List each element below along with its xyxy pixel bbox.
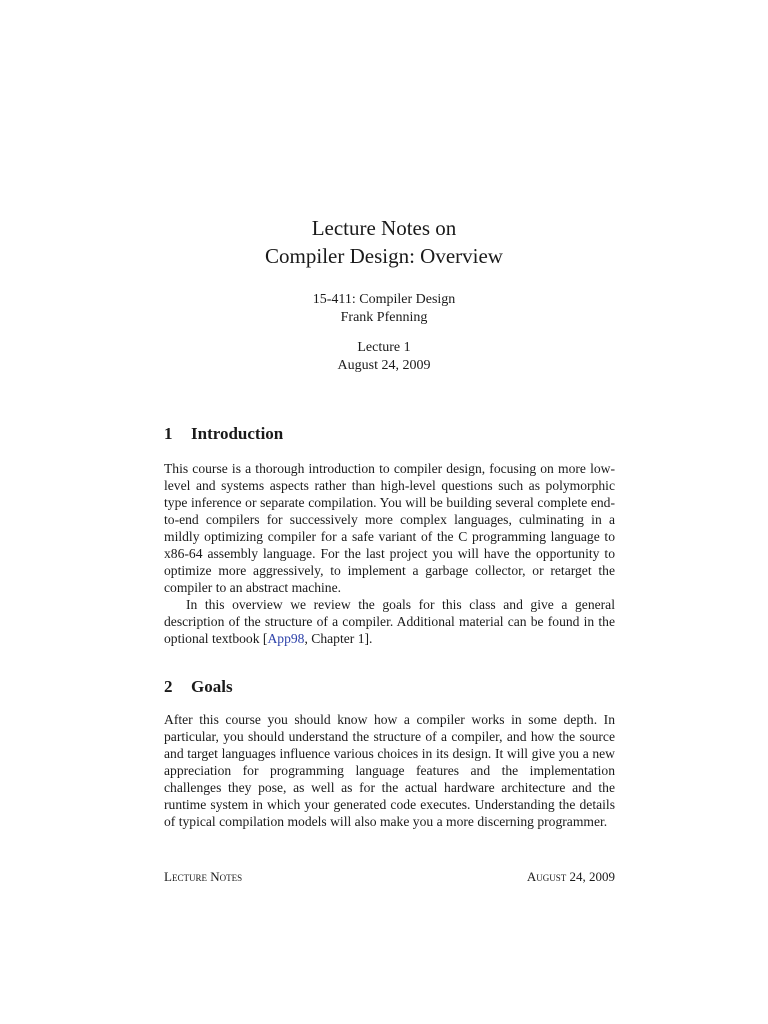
title-line-2: Compiler Design: Overview bbox=[265, 244, 503, 268]
section-body-introduction bbox=[164, 460, 615, 647]
section-title: Goals bbox=[191, 677, 233, 696]
paragraph: This course is a thorough introduction to compiler design, focusing on more low-level and systems aspects rather than high-level questions such as polymorphic type inference or separate compilation. You will be building several complete end-to-end compilers for successively more complex languages, culminating in a mildly optimizing compiler for a safe variant of the C programming language to x86-64 assembly language. For the last project you will have the opportunity to optimize more aggressively, to implement a garbage collector, or retarget the compiler to an abstract machine. bbox=[164, 461, 615, 595]
course-info bbox=[0, 291, 768, 327]
lecture-date: August 24, 2009 bbox=[337, 358, 431, 373]
course-name: 15-411: Compiler Design bbox=[312, 292, 456, 307]
section-number: 1 bbox=[164, 424, 173, 443]
paragraph: After this course you should know how a compiler works in some depth. In particular, you should understand the structure of a compiler, and how the source and target languages influence various choices in its design. It will give you a new appreciation for programming language features and the implementation challenges they pose, as well as for the actual hardware architecture and the runtime system in which your generated code executes. Understanding the details of typical compilation models will also make you a more discerning programmer. bbox=[164, 712, 615, 829]
section-body-goals bbox=[164, 711, 615, 830]
title-block bbox=[0, 214, 768, 375]
section-heading-introduction bbox=[164, 423, 615, 445]
footer-left: Lecture Notes bbox=[164, 869, 243, 884]
paragraph bbox=[164, 596, 615, 647]
section-title: Introduction bbox=[191, 424, 284, 443]
lecture-info bbox=[0, 339, 768, 375]
lecture-number: Lecture 1 bbox=[357, 340, 411, 355]
title-line-1: Lecture Notes on bbox=[311, 216, 457, 240]
citation-suffix: , Chapter 1]. bbox=[304, 631, 373, 646]
footer-right: August 24, 2009 bbox=[526, 869, 615, 884]
author-name: Frank Pfenning bbox=[340, 310, 428, 325]
section-heading-goals bbox=[164, 676, 615, 698]
paragraph-text: In this overview we review the goals for this class and give a general description of the structure of a compiler. Additional material can be found in the optional textbook [ bbox=[164, 597, 615, 646]
citation-link[interactable]: App98 bbox=[267, 631, 305, 646]
section-number: 2 bbox=[164, 677, 173, 696]
page-footer bbox=[164, 868, 615, 885]
